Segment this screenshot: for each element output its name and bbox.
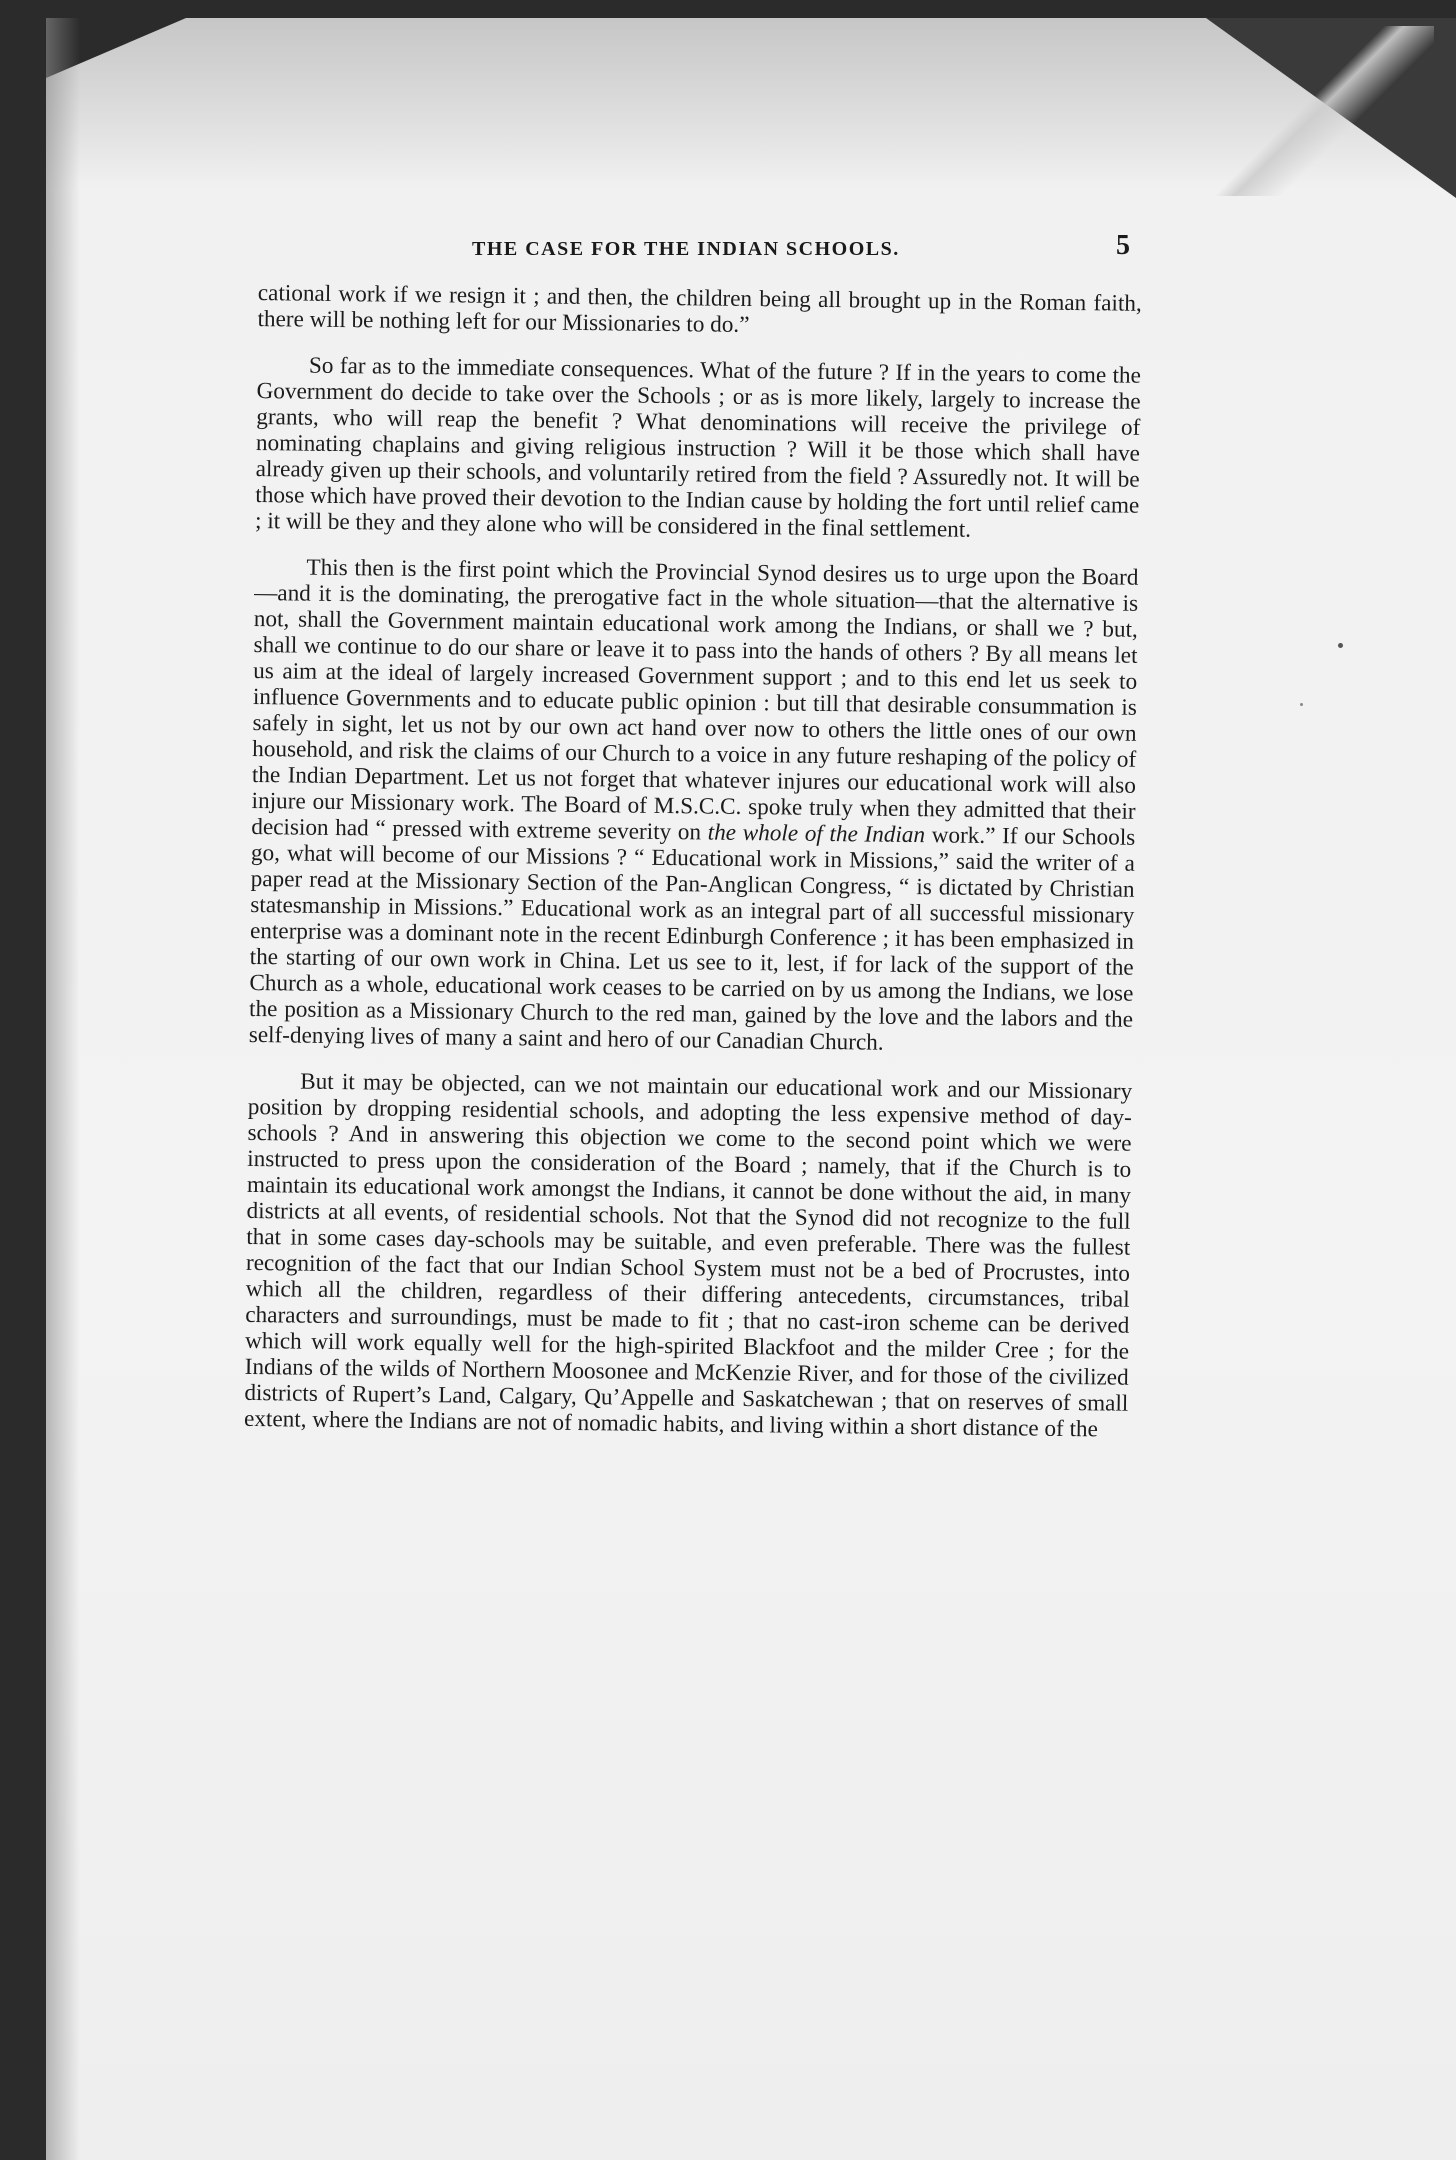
paragraph-2	[255, 352, 1141, 545]
page-number: 5	[1116, 230, 1130, 261]
speck-mark	[1300, 703, 1303, 706]
paragraph-4	[244, 1068, 1132, 1443]
paragraph-2-text: So far as to the immediate consequences. What of the future ? If in the years to come the Government do decide to take over the Schools ; or as is more likely, largely to increase the grants, who will reap the benefit ? What denominations will receive the privilege of nominating chaplains and giving religious instruction ? Will it be those which shall have already given up their schools, and voluntarily retired from the field ? Assuredly not. It will be those which have proved their devotion to the Indian cause by holding the fort until relief came ; it will be they and they alone who will be considered in the final settlement.	[254, 352, 1142, 543]
paragraph-3-text-start: This then is the first point which the Provincial Synod desires us to urge upon the Board—and it is the dominating, the prerogative fact in the whole situation—that the alternative is not, shall the Government maintain educational work among the Indians, or shall we ? but, shall we continue to do our share or leave it to pass into the hands of others ? By all means let us aim at the ideal of largely increased Government support ; and to this end let us seek to influence Governments and to educate public opinion : but till that desirable consummation is safely in sight, let us not by our own act hand over now to others the little ones of our own household, and risk the claims of our Church to a voice in any future reshaping of the policy of the Indian Department. Let us not forget that whatever injures our educational work will also injure our Missionary work. The Board of M.S.C.C. spoke truly when they admitted that their decision had “ pressed with extreme severity on	[251, 554, 1139, 846]
page-corner-shadow-left	[46, 18, 186, 78]
page-header	[262, 230, 1142, 276]
paragraph-3	[249, 554, 1139, 1059]
paragraph-3-emphasis: the whole of the Indian	[707, 819, 926, 849]
paragraph-3-text-end: work.” If our Schools go, what will become of our Missions ? “ Educational work in Missions,” said the writer of a paper read at the Missionary Section of the Pan-Anglican Congress, “ is dictated by Christian statesmanship in Missions.” Educational work as an integral part of all successful missionary enterprise was a dominant note in the recent Edinburgh Conference ; it has been emphasized in the starting of our own work in China. Let us see to it, lest, if for lack of the support of the Church as a whole, educational work ceases to be carried on by us among the Indians, we lose the position as a Missionary Church to the red man, gained by the love and the labors and the self-denying lives of many a saint and hero of our Canadian Church.	[248, 822, 1136, 1056]
body-text	[244, 280, 1142, 1463]
paragraph-1	[257, 280, 1142, 343]
speck-mark	[1338, 643, 1343, 648]
running-head-title: THE CASE FOR THE INDIAN SCHOOLS.	[472, 238, 900, 260]
paragraph-1-text: cational work if we resign it ; and then, the children being all brought up in the Roman faith, there will be nothing left for our Missionaries to do.”	[257, 280, 1142, 339]
page-corner-curl	[1204, 26, 1434, 196]
paragraph-4-text: But it may be objected, can we not maintain our educational work and our Missionary position by dropping residential schools, and adopting the less expensive method of day-schools ? And in answering this objection we come to the second point which we were instructed to press upon the consideration of the Board ; namely, that if the Church is to maintain its educational work amongst the Indians, it cannot be done without the aid, in many districts at all events, of residential schools. Not that the Synod did not recognize to the full that in some cases day-schools may be suitable, and even preferable. There was the fullest recognition of the fact that our Indian School System must not be a bed of Procrustes, into which all the children, regardless of their differing antecedents, circumstances, tribal characters and surroundings, must be made to fit ; that no cast-iron scheme can be derived which will work equally well for the high-spirited Blackfoot and the milder Cree ; for the Indians of the wilds of Northern Moosonee and McKenzie River, and for those of the civilized districts of Rupert’s Land, Calgary, Qu’Appelle and Saskatchewan ; that on reserves of small extent, where the Indians are not of nomadic habits, and living within a short distance of the	[243, 1068, 1133, 1443]
